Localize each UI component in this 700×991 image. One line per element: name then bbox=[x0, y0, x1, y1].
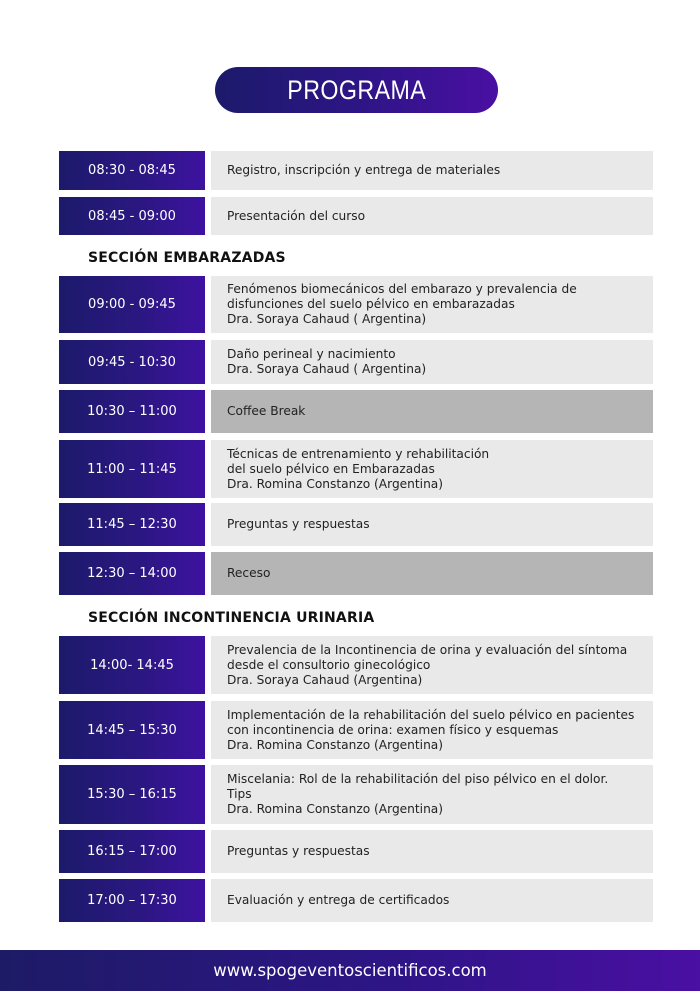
description-line: Preguntas y respuestas bbox=[227, 517, 370, 531]
description-line: Presentación del curso bbox=[227, 208, 366, 223]
description-line: Dra. Romina Constanzo (Argentina) bbox=[227, 802, 444, 816]
time-slot: 16:15 – 17:00 bbox=[59, 830, 205, 873]
description-line: Prevalencia de la Incontinencia de orina y evaluación del síntoma bbox=[227, 642, 628, 657]
footer-website-link[interactable]: www.spogeventoscientificos.com bbox=[213, 961, 487, 980]
session-description bbox=[211, 151, 653, 190]
session-description bbox=[211, 830, 653, 873]
description-line: Técnicas de entrenamiento y rehabilitación bbox=[227, 446, 490, 461]
schedule-row bbox=[59, 390, 653, 433]
schedule-row bbox=[59, 636, 653, 694]
time-slot: 08:30 - 08:45 bbox=[59, 151, 205, 190]
description-line: Fenómenos biomecánicos del embarazo y prevalencia de bbox=[227, 282, 577, 296]
schedule-row bbox=[59, 503, 653, 546]
session-description bbox=[211, 701, 653, 759]
schedule-row bbox=[59, 701, 653, 759]
description-line: Receso bbox=[227, 566, 271, 580]
description-line: Dra. Romina Constanzo (Argentina) bbox=[227, 737, 444, 752]
schedule-row bbox=[59, 276, 653, 333]
session-description bbox=[211, 440, 653, 498]
session-description bbox=[211, 276, 653, 333]
description-line: Evaluación y entrega de certificados bbox=[227, 893, 450, 907]
time-slot: 09:00 - 09:45 bbox=[59, 276, 205, 333]
description-line: del suelo pélvico en Embarazadas bbox=[227, 461, 435, 476]
time-slot: 12:30 – 14:00 bbox=[59, 552, 205, 595]
time-slot: 10:30 – 11:00 bbox=[59, 390, 205, 433]
section-heading: SECCIÓN EMBARAZADAS bbox=[88, 250, 286, 266]
session-description bbox=[211, 340, 653, 384]
time-slot: 11:45 – 12:30 bbox=[59, 503, 205, 546]
description-line: Preguntas y respuestas bbox=[227, 844, 370, 858]
schedule-row bbox=[59, 151, 653, 190]
schedule-row bbox=[59, 830, 653, 873]
description-line: Dra. Soraya Cahaud ( Argentina) bbox=[227, 362, 427, 376]
session-description bbox=[211, 552, 653, 595]
footer-bar bbox=[0, 950, 700, 991]
description-line: Registro, inscripción y entrega de materiales bbox=[227, 163, 501, 177]
time-slot: 15:30 – 16:15 bbox=[59, 765, 205, 824]
schedule-row bbox=[59, 879, 653, 922]
time-slot: 14:00- 14:45 bbox=[59, 636, 205, 694]
description-line: Dra. Soraya Cahaud (Argentina) bbox=[227, 672, 423, 687]
description-line: Dra. Soraya Cahaud ( Argentina) bbox=[227, 312, 427, 326]
description-line: desde el consultorio ginecológico bbox=[227, 657, 431, 672]
session-description bbox=[211, 879, 653, 922]
description-line: disfunciones del suelo pélvico en embarazadas bbox=[227, 297, 515, 311]
schedule-row bbox=[59, 340, 653, 384]
description-line: Miscelania: Rol de la rehabilitación del piso pélvico en el dolor. bbox=[227, 772, 609, 786]
session-description bbox=[211, 636, 653, 694]
time-slot: 09:45 - 10:30 bbox=[59, 340, 205, 384]
description-line: con incontinencia de orina: examen físico y esquemas bbox=[227, 722, 559, 737]
session-description bbox=[211, 503, 653, 546]
session-description bbox=[211, 197, 653, 235]
time-slot: 08:45 - 09:00 bbox=[59, 197, 205, 235]
time-slot: 17:00 – 17:30 bbox=[59, 879, 205, 922]
description-line: Coffee Break bbox=[227, 404, 306, 418]
description-line: Dra. Romina Constanzo (Argentina) bbox=[227, 476, 444, 491]
program-title: PROGRAMA bbox=[287, 74, 426, 105]
session-description bbox=[211, 765, 653, 824]
time-slot: 14:45 – 15:30 bbox=[59, 701, 205, 759]
schedule-row bbox=[59, 440, 653, 498]
section-heading: SECCIÓN INCONTINENCIA URINARIA bbox=[88, 610, 375, 626]
schedule-row bbox=[59, 197, 653, 235]
description-line: Implementación de la rehabilitación del suelo pélvico en pacientes bbox=[227, 707, 635, 722]
time-slot: 11:00 – 11:45 bbox=[59, 440, 205, 498]
schedule-row bbox=[59, 765, 653, 824]
schedule-row bbox=[59, 552, 653, 595]
description-line: Daño perineal y nacimiento bbox=[227, 347, 396, 361]
description-line: Tips bbox=[227, 787, 252, 801]
session-description bbox=[211, 390, 653, 433]
